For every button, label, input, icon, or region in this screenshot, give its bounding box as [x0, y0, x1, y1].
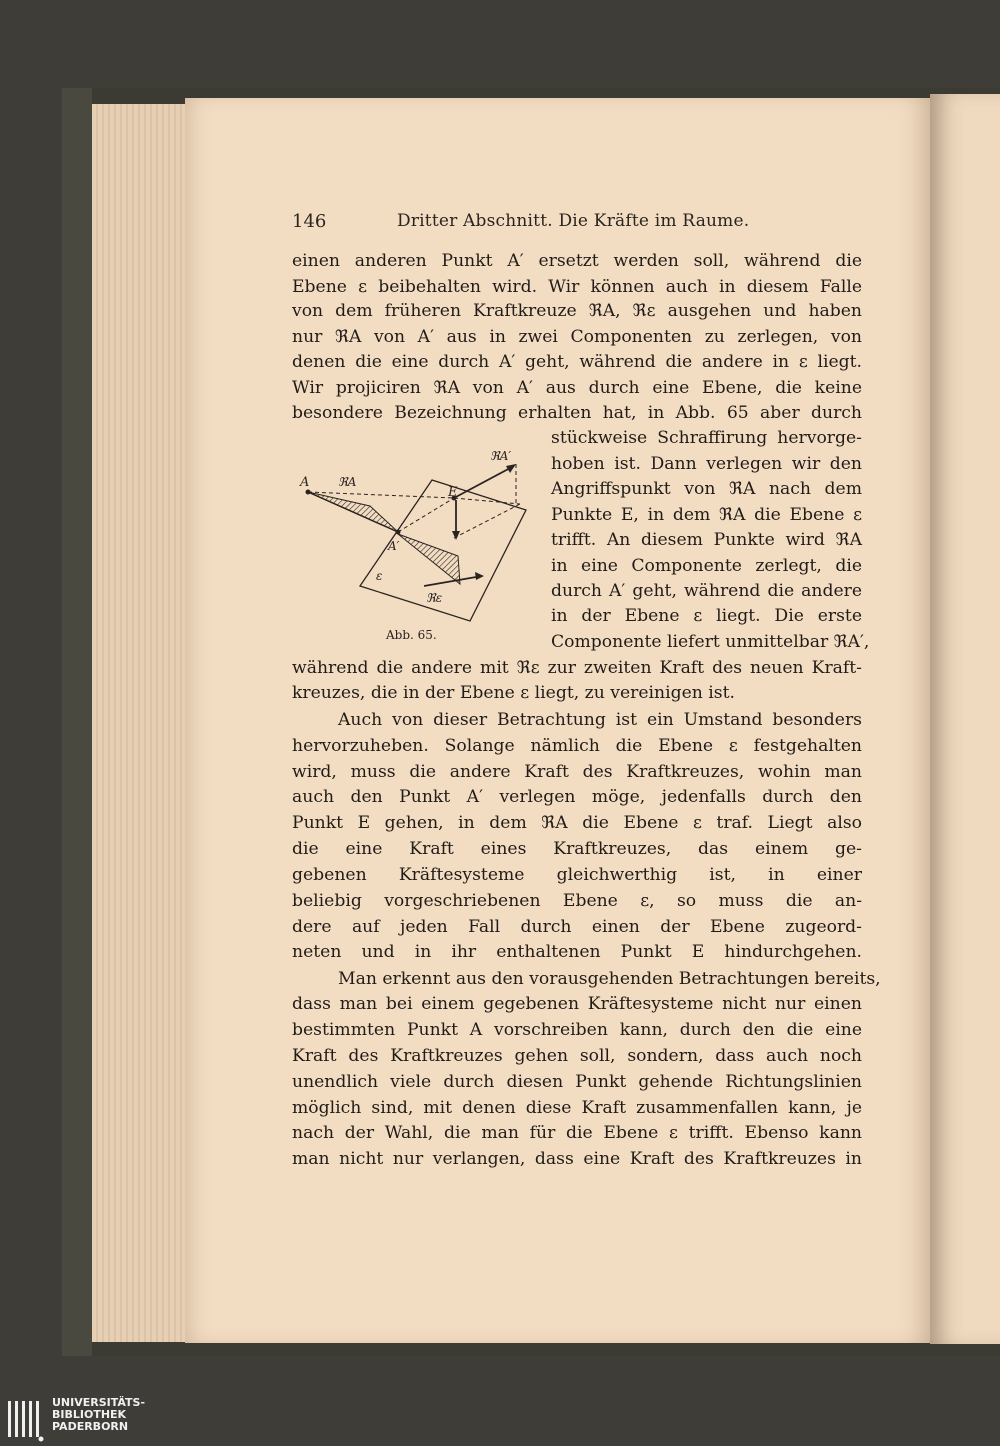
point-A-prime: [396, 530, 401, 535]
text-line: denen die eine durch A′ geht, während die andere in ε liegt.: [292, 352, 862, 372]
text-line: einen anderen Punkt A′ ersetzt werden soll, während die: [292, 251, 862, 271]
text-line: auch den Punkt A′ verlegen möge, jedenfalls durch den: [292, 787, 862, 807]
text-line: stückweise Schraffirung hervorge-: [551, 428, 862, 448]
text-line: wird, muss die andere Kraft des Kraftkreuzes, wohin man: [292, 762, 862, 782]
text-line: kreuzes, die in der Ebene ε liegt, zu vereinigen ist.: [292, 683, 735, 703]
text-line: Punkt E gehen, in dem ℜA die Ebene ε traf. Liegt also: [292, 813, 862, 833]
text-line: Auch von dieser Betrachtung ist ein Umstand besonders: [338, 710, 862, 730]
arrowhead-R-eps: [475, 572, 484, 580]
label-A: A: [300, 475, 310, 490]
library-footer: [0, 1395, 1000, 1446]
arrow-RA-prime: [454, 466, 514, 498]
text-line: Punkte E, in dem ℜA die Ebene ε: [551, 505, 862, 525]
figure-caption: Abb. 65.: [386, 628, 437, 642]
text-line: Componente liefert unmittelbar ℜA′,: [551, 632, 870, 652]
text-line: Man erkennt aus den vorausgehenden Betrachtungen bereits,: [338, 969, 881, 989]
text-line: von dem früheren Kraftkreuze ℜA, ℜε ausgehen und haben: [292, 301, 862, 321]
label-RA-prime: ℜA′: [490, 449, 512, 463]
text-line: dere auf jeden Fall durch einen der Ebene zugeord-: [292, 917, 862, 937]
text-line: Kraft des Kraftkreuzes gehen soll, sondern, dass auch noch: [292, 1046, 862, 1066]
text-line: dass man bei einem gegebenen Kräftesysteme nicht nur einen: [292, 994, 862, 1014]
text-line: man nicht nur verlangen, dass eine Kraft des Kraftkreuzes in: [292, 1149, 862, 1169]
logo-line-1: UNIVERSITÄTS-: [52, 1396, 146, 1409]
label-R-eps: ℜε: [426, 591, 443, 605]
text-line: durch A′ geht, während die andere: [551, 581, 862, 601]
library-logo-icon: [6, 1399, 46, 1443]
label-epsilon: ε: [376, 569, 383, 583]
text-line: in eine Componente zerlegt, die: [551, 556, 862, 576]
text-line: die eine Kraft eines Kraftkreuzes, das einem ge-: [292, 839, 862, 859]
text-line: hervorzuheben. Solange nämlich die Ebene ε festgehalten: [292, 736, 862, 756]
label-E: E: [448, 485, 458, 500]
text-line: neten und in ihr enthaltenen Punkt E hindurchgehen.: [292, 942, 862, 962]
text-line: bestimmten Punkt A vorschreiben kann, durch den die eine: [292, 1020, 862, 1040]
running-head-title: Dritter Abschnitt. Die Kräfte im Raume.: [397, 211, 750, 231]
text-line: Wir projiciren ℜA von A′ aus durch eine Ebene, die keine: [292, 378, 862, 398]
arrowhead-down-E: [452, 531, 460, 540]
text-line: möglich sind, mit denen diese Kraft zusammenfallen kann, je: [292, 1098, 862, 1118]
dashed-line-E-right: [454, 498, 520, 504]
text-line: gebenen Kräftesysteme gleichwerthig ist, in einer: [292, 865, 862, 885]
text-line: nur ℜA von A′ aus in zwei Componenten zu zerlegen, von: [292, 327, 862, 347]
logo-line-2: BIBLIOTHEK: [52, 1408, 127, 1421]
text-line: in der Ebene ε liegt. Die erste: [551, 606, 862, 626]
label-RA: ℜA: [338, 475, 357, 489]
text-line: während die andere mit ℜε zur zweiten Kraft des neuen Kraft-: [292, 658, 862, 678]
figure-abb-65: [294, 446, 534, 646]
logo-line-3: PADERBORN: [52, 1420, 129, 1433]
force-line-RA: [308, 492, 398, 532]
text-line: Ebene ε beibehalten wird. Wir können auch in diesem Falle: [292, 277, 862, 297]
text-line: trifft. An diesem Punkte wird ℜA: [551, 530, 862, 550]
text-line: Angriffspunkt von ℜA nach dem: [551, 479, 862, 499]
arrowhead-RA-prime: [506, 464, 516, 473]
book-spine-edge: [62, 88, 92, 1356]
text-line: hoben ist. Dann verlegen wir den: [551, 454, 862, 474]
library-logo-text: [52, 1397, 145, 1433]
point-A: [306, 490, 311, 495]
text-line: besondere Bezeichnung erhalten hat, in Abb. 65 aber durch: [292, 403, 862, 423]
label-A-prime: A′: [388, 539, 400, 553]
text-line: nach der Wahl, die man für die Ebene ε trifft. Ebenso kann: [292, 1123, 862, 1143]
page-edges: [92, 104, 187, 1342]
page-number: 146: [292, 211, 327, 232]
text-line: beliebig vorgeschriebenen Ebene ε, so muss die an-: [292, 891, 862, 911]
facing-page-edge: [930, 94, 1000, 1344]
hatched-triangle-2: [398, 534, 460, 584]
dashed-line-Aprime-E: [398, 498, 454, 532]
text-line: unendlich viele durch diesen Punkt gehende Richtungslinien: [292, 1072, 862, 1092]
dashed-line-lower: [454, 504, 520, 538]
